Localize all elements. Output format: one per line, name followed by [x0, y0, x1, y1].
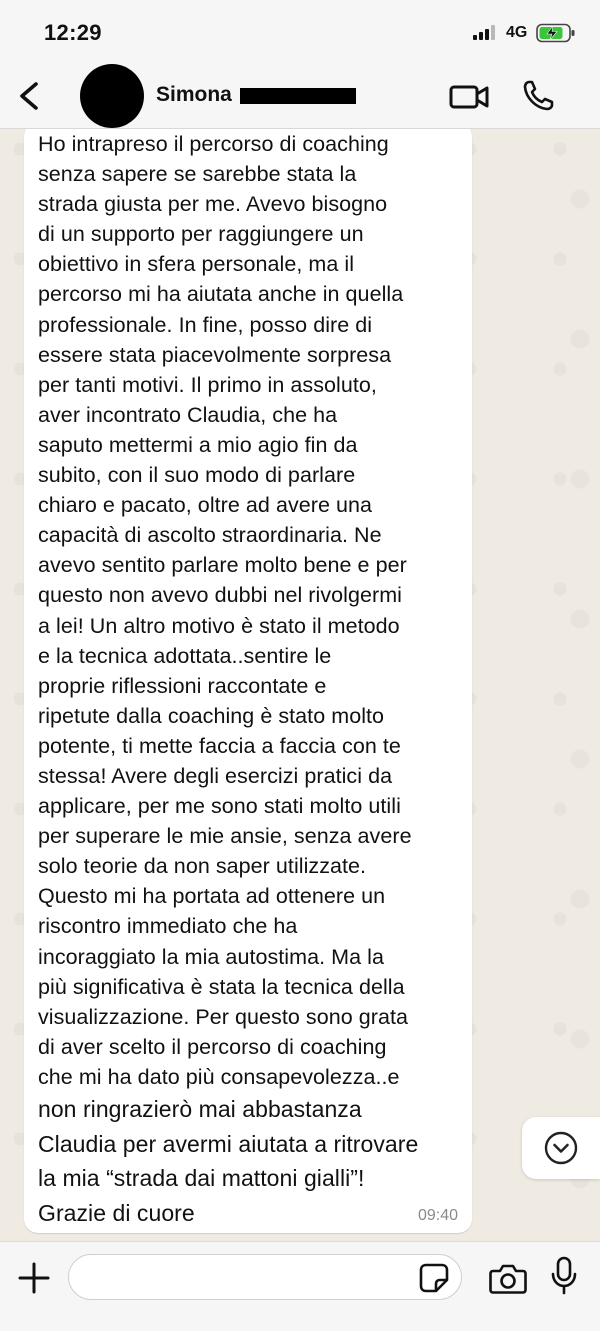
message-line: non ringrazierò mai abbastanza [38, 1096, 362, 1122]
message-line: più significativa è stata la tecnica della [38, 974, 405, 999]
input-bar [0, 1241, 600, 1331]
message-bubble[interactable] [24, 129, 472, 1233]
message-line: stessa! Avere degli esercizi pratici da [38, 763, 393, 788]
sticker-icon [418, 1262, 450, 1294]
phone-call-button[interactable] [520, 78, 556, 114]
message-line: che mi ha dato più consapevolezza..e [38, 1064, 400, 1089]
camera-button[interactable] [488, 1262, 528, 1296]
message-line: saputo mettermi a mio agio fin da [38, 432, 358, 457]
message-line: visualizzazione. Per questo sono grata [38, 1004, 409, 1029]
message-line: di un supporto per raggiungere un [38, 222, 364, 247]
redaction-bar [240, 88, 356, 104]
cellular-signal-icon [473, 24, 499, 45]
message-line: questo non avevo dubbi nel rivolgermi [38, 583, 402, 608]
message-line: e la tecnica adottata..sentire le [38, 643, 332, 668]
back-chevron-icon [12, 76, 48, 116]
message-line: chiaro e pacato, oltre ad avere una [38, 493, 373, 518]
network-type: 4G [506, 24, 528, 41]
sticker-button[interactable] [418, 1262, 450, 1294]
status-time: 12:29 [44, 20, 102, 45]
message-line: proprie riflessioni raccontate e [38, 673, 327, 698]
message-line: capacità di ascolto straordinaria. Ne [38, 523, 382, 548]
video-call-button[interactable] [448, 80, 492, 114]
status-bar [0, 0, 600, 64]
message-line: per tanti motivi. Il primo in assoluto, [38, 372, 377, 397]
plus-icon [16, 1260, 52, 1296]
contact-name[interactable]: Simona [156, 83, 232, 106]
battery-charging-icon [536, 23, 576, 48]
message-line: riscontro immediato che ha [38, 914, 298, 939]
message-line: incoraggiato la mia autostima. Ma la [38, 944, 384, 969]
message-line: Grazie di cuore [38, 1199, 195, 1226]
message-line: avevo sentito parlare molto bene e per [38, 553, 407, 578]
message-line: essere stata piacevolmente sorpresa [38, 342, 392, 367]
chat-area[interactable] [0, 129, 600, 1241]
microphone-icon [550, 1256, 578, 1296]
message-line: solo teorie da non saper utilizzate. [38, 854, 367, 879]
message-line: strada giusta per me. Avevo bisogno [38, 192, 388, 217]
message-line: aver incontrato Claudia, che ha [38, 402, 338, 427]
camera-icon [488, 1262, 528, 1296]
message-line: potente, ti mette faccia a faccia con te [38, 733, 401, 758]
message-line: Questo mi ha portata ad ottenere un [38, 884, 386, 909]
scroll-down-button[interactable] [522, 1117, 600, 1179]
message-line: percorso mi ha aiutata anche in quella [38, 282, 404, 307]
message-line: applicare, per me sono stati molto utili [38, 794, 401, 819]
message-line: di aver scelto il percorso di coaching [38, 1034, 387, 1059]
message-line: a lei! Un altro motivo è stato il metodo [38, 613, 400, 638]
message-line: ripetute dalla coaching è stato molto [38, 703, 385, 728]
video-camera-icon [448, 80, 492, 114]
chevron-down-circle-icon [544, 1131, 578, 1165]
avatar[interactable] [80, 64, 144, 128]
message-line: Ho intrapreso il percorso di coaching [38, 132, 389, 156]
message-line: la mia “strada dai mattoni gialli”! [38, 1165, 365, 1191]
message-line: professionale. In fine, posso dire di [38, 312, 373, 337]
phone-icon [520, 78, 556, 114]
message-timestamp: 09:40 [417, 1207, 458, 1224]
message-input[interactable] [68, 1254, 462, 1300]
message-line: subito, con il suo modo di parlare [38, 463, 356, 488]
microphone-button[interactable] [550, 1256, 578, 1296]
message-line: obiettivo in sfera personale, ma il [38, 252, 355, 277]
back-button[interactable] [12, 76, 48, 116]
message-line: per superare le mie ansie, senza avere [38, 824, 412, 849]
message-text [38, 129, 470, 1230]
message-line: Claudia per avermi aiutata a ritrovare [38, 1130, 419, 1157]
attach-button[interactable] [16, 1260, 52, 1296]
message-line: senza sapere se sarebbe stata la [38, 162, 357, 187]
